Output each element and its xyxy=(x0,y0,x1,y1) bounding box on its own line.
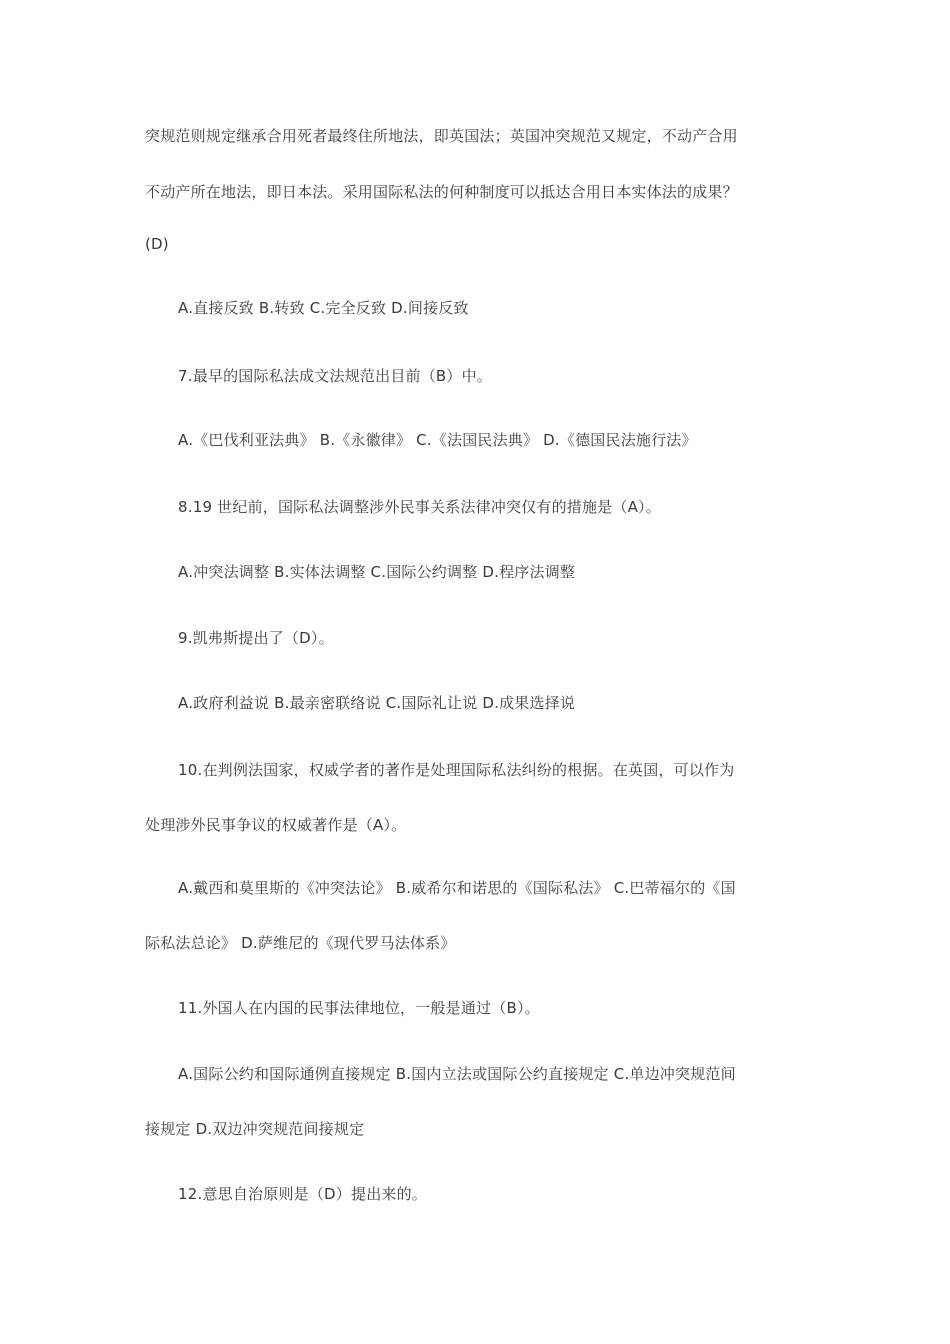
text-line-q7: 7.最早的国际私法成文法规范出目前（B）中。 xyxy=(178,367,493,385)
text-line-q6-options: A.直接反致 B.转致 C.完全反致 D.间接反致 xyxy=(178,299,469,317)
text-line-q8: 8.19 世纪前，国际私法调整涉外民事关系法律冲突仅有的措施是（A）。 xyxy=(178,498,661,516)
text-line-q10-options-part2: 际私法总论》 D.萨维尼的《现代罗马法体系》 xyxy=(145,934,456,952)
text-line-q10-options-part1: A.戴西和莫里斯的《冲突法论》 B.威希尔和诺思的《国际私法》 C.巴蒂福尔的《国 xyxy=(178,879,736,897)
text-line-q9-options: A.政府利益说 B.最亲密联络说 C.国际礼让说 D.成果选择说 xyxy=(178,694,576,712)
text-line-q7-options: A.《巴伐利亚法典》 B.《永徽律》 C.《法国民法典》 D.《德国民法施行法》 xyxy=(178,431,697,449)
text-line-q11-options-part1: A.国际公约和国际通例直接规定 B.国内立法或国际公约直接规定 C.单边冲突规范间 xyxy=(178,1065,736,1083)
text-line-q6-answer: (D) xyxy=(145,235,169,253)
text-line-q10-part2: 处理涉外民事争议的权威著作是（A）。 xyxy=(145,816,407,834)
text-line-q6-part1: 突规范则规定继承合用死者最终住所地法，即英国法；英国冲突规范又规定，不动产合用 xyxy=(145,127,738,145)
text-line-q12: 12.意思自治原则是（D）提出来的。 xyxy=(178,1185,428,1203)
text-line-q11-options-part2: 接规定 D.双边冲突规范间接规定 xyxy=(145,1120,365,1138)
text-line-q10-part1: 10.在判例法国家，权威学者的著作是处理国际私法纠纷的根据。在英国，可以作为 xyxy=(178,761,735,779)
text-line-q11: 11.外国人在内国的民事法律地位，一般是通过（B）。 xyxy=(178,999,540,1017)
text-line-q6-part2: 不动产所在地法，即日本法。采用国际私法的何种制度可以抵达合用日本实体法的成果？ xyxy=(145,183,738,201)
text-line-q9: 9.凯弗斯提出了（D）。 xyxy=(178,629,334,647)
text-line-q8-options: A.冲突法调整 B.实体法调整 C.国际公约调整 D.程序法调整 xyxy=(178,563,576,581)
